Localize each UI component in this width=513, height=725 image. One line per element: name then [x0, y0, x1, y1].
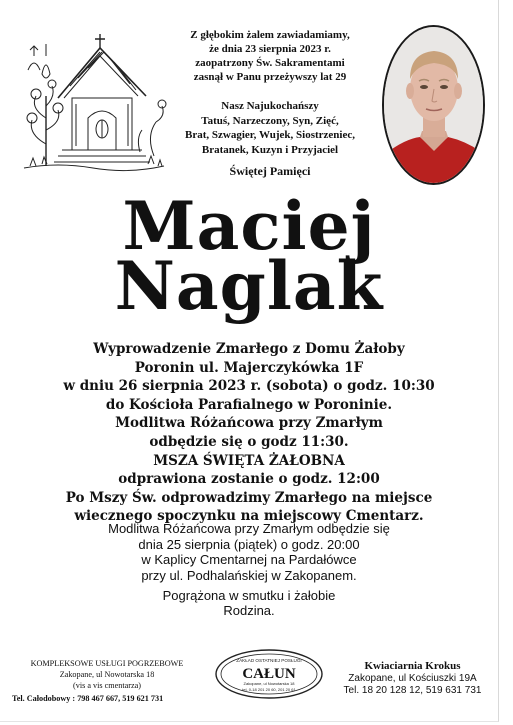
- deceased-first-name: Maciej: [122, 187, 376, 265]
- announcement-line: że dnia 23 sierpnia 2023 r.: [209, 43, 331, 55]
- ceremony-line: Wyprowadzenie Zmarłego z Domu Żałoby: [93, 341, 405, 357]
- logo-name: CAŁUN: [242, 666, 296, 682]
- logo-phone: tel. 0-18 201 20 60, 201 20 61: [242, 687, 296, 692]
- in-memory-heading: Świętej Pamięci: [229, 164, 311, 178]
- funeral-home-info: [12, 658, 202, 704]
- ceremony-line: Modlitwa Różańcowa przy Zmarłym: [115, 415, 383, 432]
- rosary-prayer-details: [4, 521, 494, 583]
- family-relations: [170, 99, 370, 157]
- portrait-image: [384, 27, 483, 183]
- funeral-company-phone: Tel. Całodobowy : 798 467 667, 519 621 731: [12, 694, 164, 703]
- prayer-line: Modlitwa Różańcowa przy Zmarłym odbędzie się: [108, 521, 390, 536]
- ceremony-line: w dniu 26 sierpnia 2023 r. (sobota) o godz. 10:30: [63, 378, 435, 395]
- mourning-signature: [4, 588, 494, 618]
- family-line: Brat, Szwagier, Wujek, Siostrzeniec,: [185, 129, 355, 141]
- ceremony-line: Poronin ul. Majerczykówka 1F: [134, 359, 364, 376]
- mourning-line: Pogrążona w smutku i żałobie: [162, 588, 336, 603]
- family-line: Tatuś, Narzeczony, Syn, Zięć,: [201, 114, 339, 127]
- funeral-ceremony-details: [4, 340, 494, 526]
- deceased-last-name: Naglak: [114, 247, 384, 325]
- funeral-company-address: Zakopane, ul Nowotarska 18: [59, 670, 155, 679]
- florist-phone: Tel. 18 20 128 12, 519 631 731: [343, 685, 482, 696]
- chapel-illustration: [18, 26, 168, 176]
- announcement-line: Z głębokim żalem zawiadamiamy,: [190, 29, 350, 41]
- funeral-company-name: KOMPLEKSOWE USŁUGI POGRZEBOWE: [30, 659, 184, 668]
- ceremony-line: odbędzie się o godz 11:30.: [149, 433, 349, 450]
- logo-top-text: ZAKŁAD OSTATNIEJ POSŁUGI: [236, 658, 302, 663]
- florist-info: [330, 660, 495, 698]
- announcement-line: zasnął w Panu przeżywszy lat 29: [193, 71, 347, 83]
- portrait-photo: [382, 25, 485, 185]
- ceremony-line: MSZA ŚWIĘTA ŻAŁOBNA: [153, 452, 345, 469]
- announcement-line: zaopatrzony Św. Sakramentami: [195, 57, 345, 69]
- calun-logo: [214, 648, 324, 700]
- announcement: [170, 28, 370, 84]
- funeral-company-note: (vis a vis cmentarza): [73, 681, 141, 690]
- florist-name: Kwiaciarnia Krokus: [364, 660, 461, 672]
- prayer-line: przy ul. Podhalańskiej w Zakopanem.: [141, 567, 357, 583]
- prayer-line: w Kaplicy Cmentarnej na Pardałówce: [141, 552, 357, 567]
- logo-address: Zakopane, ul Nowotarska 18: [243, 681, 295, 686]
- florist-address: Zakopane, ul Kościuszki 19A: [348, 672, 477, 684]
- ceremony-line: Po Mszy Św. odprowadzimy Zmarłego na miejsce: [65, 489, 433, 506]
- mourning-family: Rodzina.: [223, 603, 275, 618]
- ceremony-line: do Kościoła Parafialnego w Poroninie.: [105, 396, 393, 413]
- ceremony-line: odprawiona zostanie o godz. 12:00: [118, 471, 380, 488]
- prayer-line: dnia 25 sierpnia (piątek) o godz. 20:00: [138, 536, 360, 552]
- ceremony-line: wiecznego spoczynku na miejscowy Cmentarz.: [74, 508, 424, 525]
- family-line: Bratanek, Kuzyn i Przyjaciel: [201, 143, 339, 156]
- family-line: Nasz Najukochańszy: [221, 100, 319, 112]
